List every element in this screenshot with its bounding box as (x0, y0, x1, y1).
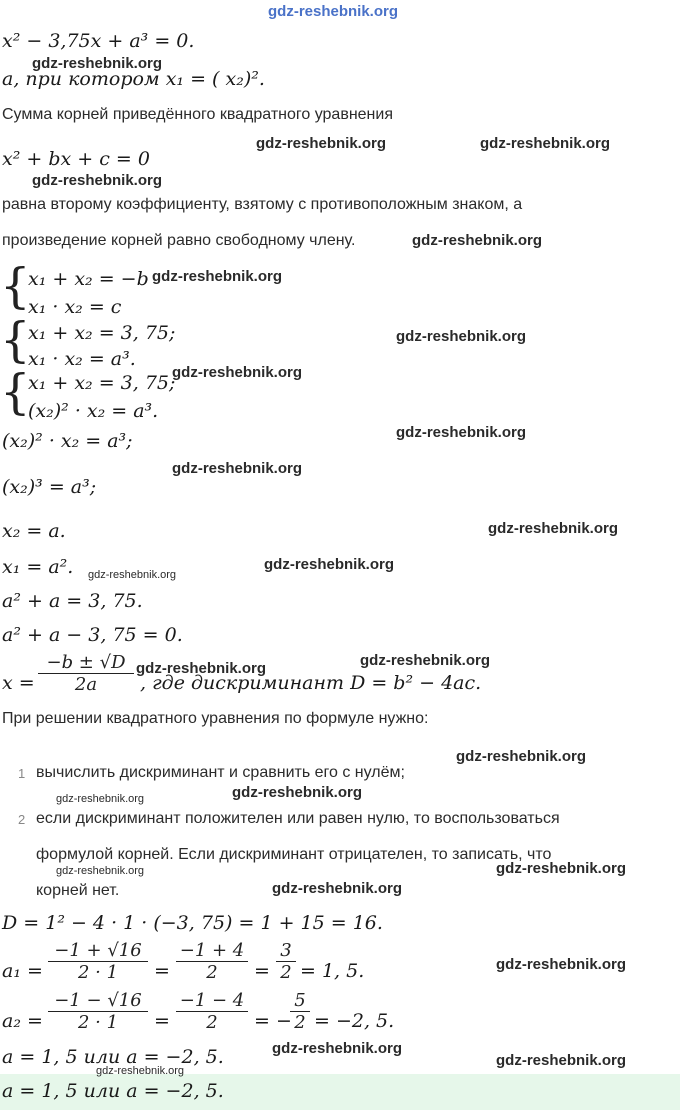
formula-discriminant: , где дискриминант D = b² − 4ac. (140, 672, 482, 694)
watermark: gdz-reshebnik.org (172, 460, 303, 477)
a2-fraction-1-num: −1 − √16 (54, 990, 142, 1011)
equation-step-f: a² + a − 3, 75 = 0. (2, 624, 183, 646)
watermark: gdz-reshebnik.org (268, 3, 399, 20)
watermark: gdz-reshebnik.org (496, 860, 627, 877)
text-sum: Сумма корней приведённого квадратного уравнения (2, 106, 393, 123)
step2-text-line3: корней нет. (36, 882, 120, 899)
a1-fraction-1 (48, 940, 148, 983)
watermark: gdz-reshebnik.org (232, 784, 363, 801)
condition: a, при котором x₁ = ( x₂)². (2, 68, 265, 90)
a1-fraction-2-den: 2 (206, 962, 218, 983)
equation-step-b: (x₂)³ = a³; (2, 476, 97, 498)
watermark: gdz-reshebnik.org (272, 880, 403, 897)
watermark: gdz-reshebnik.org (412, 232, 543, 249)
watermark: gdz-reshebnik.org (480, 135, 611, 152)
watermark: gdz-reshebnik.org (256, 135, 387, 152)
watermark: gdz-reshebnik.org (456, 748, 587, 765)
system1-eq2: x₁ · x₂ = c (28, 296, 122, 318)
watermark: gdz-reshebnik.org (88, 569, 177, 581)
system2-eq1: x₁ + x₂ = 3, 75; (28, 322, 176, 344)
system3-eq1: x₁ + x₂ = 3, 75; (28, 372, 176, 394)
a1-fraction-2 (176, 940, 248, 983)
text-product: произведение корней равно свободному члену. (2, 232, 356, 249)
watermark: gdz-reshebnik.org (136, 660, 267, 677)
a1-fraction-1-num: −1 + √16 (54, 940, 142, 961)
system-brace: { (0, 258, 31, 314)
equation-step-d: x₁ = a². (2, 556, 74, 578)
a2-fraction-2 (176, 990, 248, 1033)
watermark: gdz-reshebnik.org (496, 1052, 627, 1069)
formula-lhs: x = (2, 672, 35, 694)
watermark: gdz-reshebnik.org (272, 1040, 403, 1057)
equation-general: x² + bx + c = 0 (2, 148, 150, 170)
a1-fraction-1-den: 2 · 1 (77, 962, 119, 983)
system1-eq1: x₁ + x₂ = −b (28, 268, 149, 290)
equation-step-a: (x₂)² · x₂ = a³; (2, 430, 133, 452)
formula-numerator: −b ± √D (46, 652, 126, 673)
a1-fraction-2-num: −1 + 4 (179, 940, 245, 961)
formula-denominator: 2a (74, 674, 98, 695)
step2-text-line2: формулой корней. Если дискриминант отрицателен, то записать, что (36, 846, 552, 863)
equation-main: x² − 3,75x + a³ = 0. (2, 30, 195, 52)
watermark: gdz-reshebnik.org (152, 268, 283, 285)
watermark: gdz-reshebnik.org (396, 424, 527, 441)
equation-step-e: a² + a = 3, 75. (2, 590, 143, 612)
watermark: gdz-reshebnik.org (32, 55, 163, 72)
system-brace: { (0, 312, 31, 368)
system3-eq2: (x₂)² · x₂ = a³. (28, 400, 159, 422)
watermark: gdz-reshebnik.org (360, 652, 491, 669)
a2-fraction-1 (48, 990, 148, 1033)
equals-sign: = (154, 1010, 170, 1032)
watermark: gdz-reshebnik.org (32, 172, 163, 189)
text-second-coefficient: равна второму коэффициенту, взятому с противоположным знаком, а (2, 196, 523, 213)
text-solve-method: При решении квадратного уравнения по формуле нужно: (2, 710, 429, 727)
watermark: gdz-reshebnik.org (56, 865, 145, 877)
a2-fraction-3-den: 2 (294, 1012, 306, 1033)
a2-fraction-1-den: 2 · 1 (77, 1012, 119, 1033)
step-number: 1 (18, 766, 26, 781)
step1-text: вычислить дискриминант и сравнить его с нулём; (36, 764, 405, 781)
equals-minus-sign: = − (254, 1010, 292, 1032)
step2-text-line1: если дискриминант положителен или равен нулю, то воспользоваться (36, 810, 560, 827)
watermark: gdz-reshebnik.org (96, 1065, 185, 1077)
watermark: gdz-reshebnik.org (396, 328, 527, 345)
a2-lhs: a₂ = (2, 1010, 43, 1032)
watermark: gdz-reshebnik.org (172, 364, 303, 381)
a2-fraction-3 (290, 990, 310, 1033)
a1-lhs: a₁ = (2, 960, 43, 982)
system-brace: { (0, 364, 31, 420)
watermark: gdz-reshebnik.org (264, 556, 395, 573)
step-number: 2 (18, 812, 26, 827)
a2-fraction-3-num: 5 (294, 990, 306, 1011)
a2-fraction-2-num: −1 − 4 (179, 990, 245, 1011)
answer-text: a = 1, 5 или a = −2, 5. (2, 1080, 224, 1102)
a1-result: = 1, 5. (300, 960, 365, 982)
a2-result: = −2, 5. (314, 1010, 395, 1032)
result-line: a = 1, 5 или a = −2, 5. (2, 1046, 224, 1068)
watermark: gdz-reshebnik.org (496, 956, 627, 973)
watermark: gdz-reshebnik.org (56, 793, 145, 805)
a2-fraction-2-den: 2 (206, 1012, 218, 1033)
system2-eq2: x₁ · x₂ = a³. (28, 348, 136, 370)
formula-fraction (38, 652, 134, 695)
equals-sign: = (254, 960, 270, 982)
a1-fraction-3 (276, 940, 296, 983)
a1-fraction-3-num: 3 (280, 940, 292, 961)
equals-sign: = (154, 960, 170, 982)
equation-step-c: x₂ = a. (2, 520, 66, 542)
discriminant-calc: D = 1² − 4 · 1 · (−3, 75) = 1 + 15 = 16. (2, 912, 383, 934)
a1-fraction-3-den: 2 (280, 962, 292, 983)
watermark: gdz-reshebnik.org (488, 520, 619, 537)
